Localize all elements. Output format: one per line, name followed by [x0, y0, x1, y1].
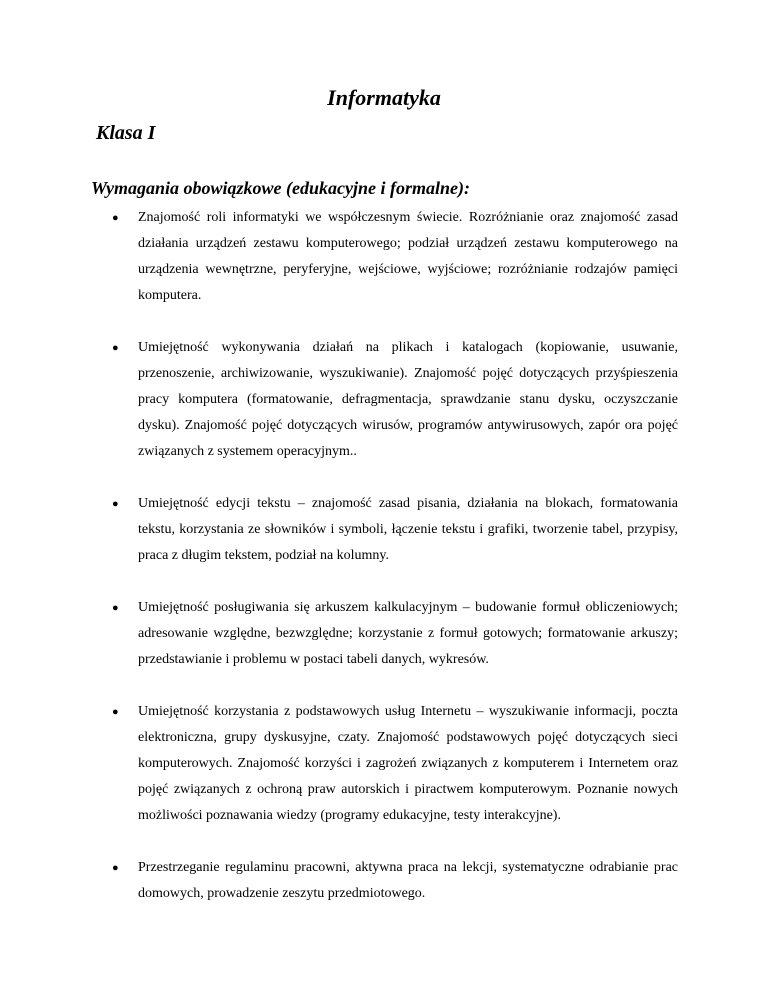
requirement-text: Umiejętność posługiwania się arkuszem kalkulacyjnym – budowanie formuł obliczeniowych; adresowanie względne, bezwzględne; korzystanie z formuł gotowych; formatowanie arkuszy; przedstawianie i problemu w postaci tabeli danych, wykresów.	[138, 600, 678, 667]
bullet-icon: ●	[112, 212, 119, 224]
class-heading: Klasa I	[96, 122, 156, 144]
bullet-icon: ●	[112, 706, 119, 718]
list-item	[112, 491, 678, 569]
bullet-icon: ●	[112, 602, 119, 614]
list-item	[112, 699, 678, 829]
list-item	[112, 335, 678, 465]
requirement-text: Umiejętność edycji tekstu – znajomość zasad pisania, działania na blokach, formatowania tekstu, korzystania ze słowników i symboli, łączenie tekstu i grafiki, tworzenie tabel, przypisy, praca z długim tekstem, podział na kolumny.	[138, 496, 678, 563]
document-title: Informatyka	[327, 85, 441, 110]
requirements-list	[112, 205, 678, 933]
requirement-text: Znajomość roli informatyki we współczesnym świecie. Rozróżnianie oraz znajomość zasad działania urządzeń zestawu komputerowego; podział urządzeń zestawu komputerowego na urządzenia wewnętrzne, peryferyjne, wejściowe, wyjściowe; rozróżnianie rodzajów pamięci komputera.	[138, 210, 678, 303]
list-item	[112, 855, 678, 907]
section-heading: Wymagania obowiązkowe (edukacyjne i formalne):	[91, 178, 470, 198]
requirement-text: Umiejętność korzystania z podstawowych usług Internetu – wyszukiwanie informacji, poczta elektroniczna, grupy dyskusyjne, czaty. Znajomość podstawowych pojęć dotyczących sieci komputerowych. Znajomość korzyści i zagrożeń związanych z komputerem i Internetem oraz pojęć związanych z ochroną praw autorskich i piractwem komputerowym. Poznanie nowych możliwości poznawania wiedzy (programy edukacyjne, testy interakcyjne).	[138, 704, 678, 823]
bullet-icon: ●	[112, 862, 119, 874]
bullet-icon: ●	[112, 342, 119, 354]
list-item	[112, 595, 678, 673]
bullet-icon: ●	[112, 498, 119, 510]
list-item	[112, 205, 678, 309]
requirement-text: Przestrzeganie regulaminu pracowni, aktywna praca na lekcji, systematyczne odrabianie prac domowych, prowadzenie zeszytu przedmiotowego.	[138, 860, 678, 901]
requirement-text: Umiejętność wykonywania działań na plikach i katalogach (kopiowanie, usuwanie, przenoszenie, archiwizowanie, wyszukiwanie). Znajomość pojęć dotyczących przyśpieszenia pracy komputera (formatowanie, defragmentacja, sprawdzanie stanu dysku, oczyszczanie dysku). Znajomość pojęć dotyczących wirusów, programów antywirusowych, zapór ora pojęć związanych z systemem operacyjnym..	[138, 340, 678, 459]
